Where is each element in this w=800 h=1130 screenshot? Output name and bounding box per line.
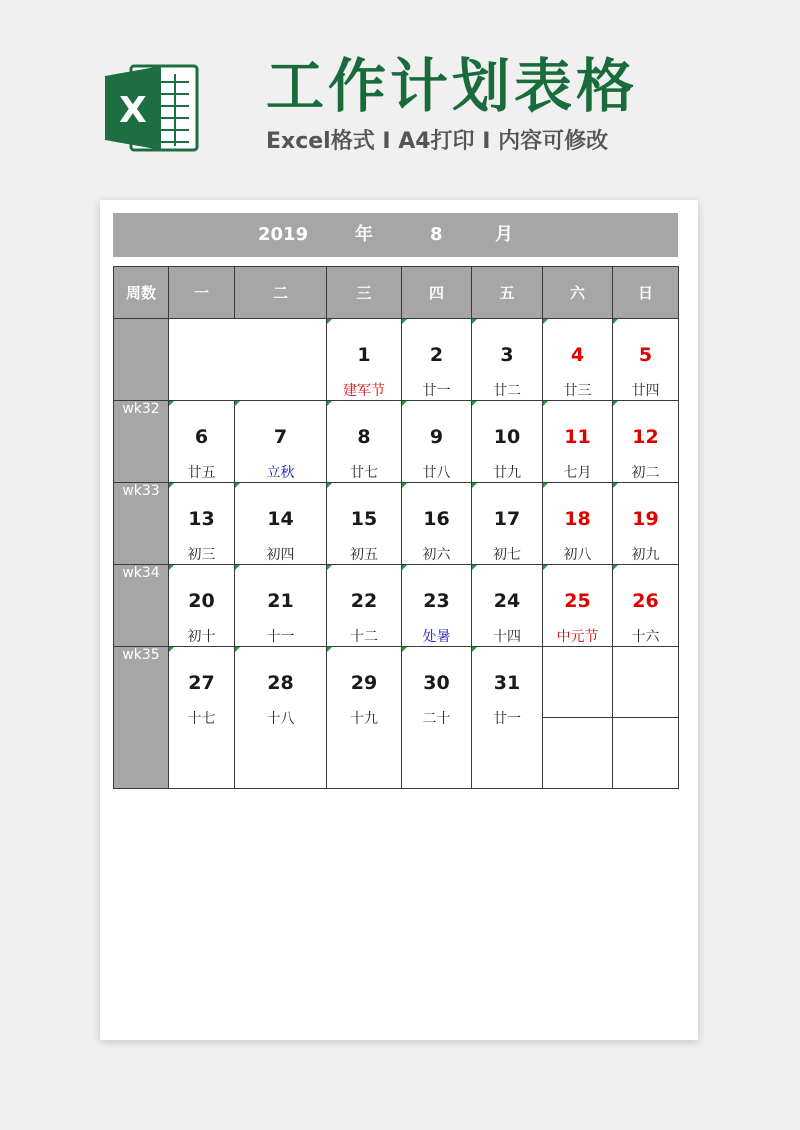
lunar-date: 十九: [350, 711, 378, 727]
day-cell[interactable]: [472, 647, 543, 789]
lunar-date: 十一: [266, 629, 295, 645]
day-number: 20: [188, 590, 215, 612]
day-cell[interactable]: [402, 401, 472, 483]
day-number: 31: [493, 672, 521, 694]
day-number: 24: [493, 590, 521, 612]
day-number: 18: [564, 508, 591, 530]
day-number: 22: [350, 590, 378, 612]
day-cell[interactable]: [543, 401, 613, 483]
day-cell[interactable]: [543, 565, 613, 647]
lunar-date: 初六: [422, 547, 451, 563]
day-cell[interactable]: [327, 565, 402, 647]
day-cell[interactable]: [402, 565, 472, 647]
lunar-date: 中元节: [556, 629, 599, 645]
day-cell[interactable]: [472, 319, 543, 401]
day-number: 4: [570, 344, 585, 366]
day-number: 9: [429, 426, 444, 448]
lunar-date: 七月: [563, 465, 592, 481]
weekday-header-row: [114, 267, 679, 319]
lunar-date: 廿九: [493, 465, 521, 481]
day-number: 8: [357, 426, 371, 448]
day-cell[interactable]: [543, 483, 613, 565]
day-cell[interactable]: [169, 401, 235, 483]
day-cell[interactable]: [543, 319, 613, 401]
lunar-date: 建军节: [343, 383, 385, 399]
day-cell[interactable]: [402, 483, 472, 565]
lunar-date: 处暑: [422, 629, 451, 645]
lunar-date: 二十: [422, 711, 451, 727]
weekday-header: 四: [402, 267, 472, 319]
weekday-header: 六: [543, 267, 613, 319]
week-number-header: 周数: [114, 267, 169, 319]
lunar-date: 廿五: [187, 465, 216, 481]
lunar-date: 初二: [631, 465, 660, 481]
day-cell[interactable]: [472, 483, 543, 565]
day-number: 12: [632, 426, 659, 448]
lunar-date: 初八: [563, 547, 592, 563]
day-number: 23: [423, 590, 450, 612]
day-number: 10: [493, 426, 521, 448]
empty-day-cell[interactable]: [543, 718, 613, 789]
day-number: 2: [429, 344, 444, 366]
empty-day-cell[interactable]: [169, 319, 327, 401]
weekday-header: 三: [327, 267, 402, 319]
day-cell[interactable]: [235, 401, 327, 483]
day-number: 13: [188, 508, 215, 530]
lunar-date: 初九: [631, 547, 660, 563]
year-label: 年: [355, 224, 373, 245]
day-cell[interactable]: [235, 483, 327, 565]
week-number-cell: wk35: [114, 647, 169, 789]
day-cell[interactable]: [613, 565, 679, 647]
lunar-date: 廿七: [350, 465, 378, 481]
day-number: 27: [188, 672, 215, 694]
day-number: 17: [493, 508, 521, 530]
lunar-date: 十四: [493, 629, 521, 645]
lunar-date: 廿三: [563, 383, 592, 399]
week-number-cell: wk34: [114, 565, 169, 647]
day-cell[interactable]: [402, 319, 472, 401]
lunar-date: 初四: [266, 547, 295, 563]
week-number-cell: wk32: [114, 401, 169, 483]
excel-logo-letter: X: [119, 90, 147, 131]
day-cell[interactable]: [235, 647, 327, 789]
year-value: 2019: [258, 224, 309, 245]
day-cell[interactable]: [235, 565, 327, 647]
day-number: 29: [350, 672, 378, 694]
day-number: 21: [267, 590, 294, 612]
lunar-date: 初七: [493, 547, 521, 563]
day-cell[interactable]: [613, 319, 679, 401]
lunar-date: 初五: [350, 547, 378, 563]
lunar-date: 十七: [187, 711, 216, 727]
day-cell[interactable]: [327, 647, 402, 789]
day-number: 28: [267, 672, 294, 694]
day-cell[interactable]: [613, 483, 679, 565]
day-number: 1: [357, 344, 371, 366]
day-number: 26: [632, 590, 659, 612]
lunar-date: 十八: [266, 711, 295, 727]
excel-icon: [103, 58, 203, 158]
lunar-date: 廿八: [422, 465, 451, 481]
day-number: 15: [350, 508, 378, 530]
day-cell[interactable]: [327, 483, 402, 565]
lunar-date: 廿一: [422, 383, 451, 399]
lunar-date: 立秋: [266, 465, 295, 481]
day-number: 3: [500, 344, 514, 366]
day-number: 19: [632, 508, 659, 530]
day-number: 14: [267, 508, 294, 530]
day-cell[interactable]: [327, 319, 402, 401]
month-value: 8: [430, 224, 443, 245]
weekday-header: 一: [169, 267, 235, 319]
week-row: [114, 647, 679, 718]
page-title: 工作计划表格: [266, 52, 639, 120]
week-number-cell: [114, 319, 169, 401]
day-cell[interactable]: [613, 401, 679, 483]
day-number: 6: [194, 426, 209, 448]
week-number-cell: wk33: [114, 483, 169, 565]
day-cell[interactable]: [402, 647, 472, 789]
calendar-table: [113, 266, 679, 789]
lunar-date: 初十: [187, 629, 216, 645]
day-number: 25: [564, 590, 591, 612]
lunar-date: 廿四: [631, 383, 660, 399]
lunar-date: 廿二: [493, 383, 521, 399]
lunar-date: 廿一: [493, 711, 521, 727]
day-number: 11: [564, 426, 591, 448]
empty-day-cell[interactable]: [613, 647, 679, 718]
weekday-header: 五: [472, 267, 543, 319]
day-cell[interactable]: [327, 401, 402, 483]
empty-day-cell[interactable]: [613, 718, 679, 789]
day-number: 5: [638, 344, 653, 366]
day-cell[interactable]: [472, 565, 543, 647]
weekday-header: 二: [235, 267, 327, 319]
day-cell[interactable]: [169, 565, 235, 647]
day-number: 7: [273, 426, 288, 448]
page-subtitle: Excel格式 I A4打印 I 内容可修改: [266, 129, 609, 154]
lunar-date: 十六: [631, 629, 660, 645]
day-cell[interactable]: [472, 401, 543, 483]
day-cell[interactable]: [169, 647, 235, 789]
day-number: 30: [423, 672, 450, 694]
empty-day-cell[interactable]: [543, 647, 613, 718]
month-bar: [113, 213, 678, 257]
weekday-header: 日: [613, 267, 679, 319]
lunar-date: 十二: [350, 629, 378, 645]
lunar-date: 初三: [187, 547, 216, 563]
month-label: 月: [495, 224, 513, 245]
day-cell[interactable]: [169, 483, 235, 565]
day-number: 16: [423, 508, 450, 530]
